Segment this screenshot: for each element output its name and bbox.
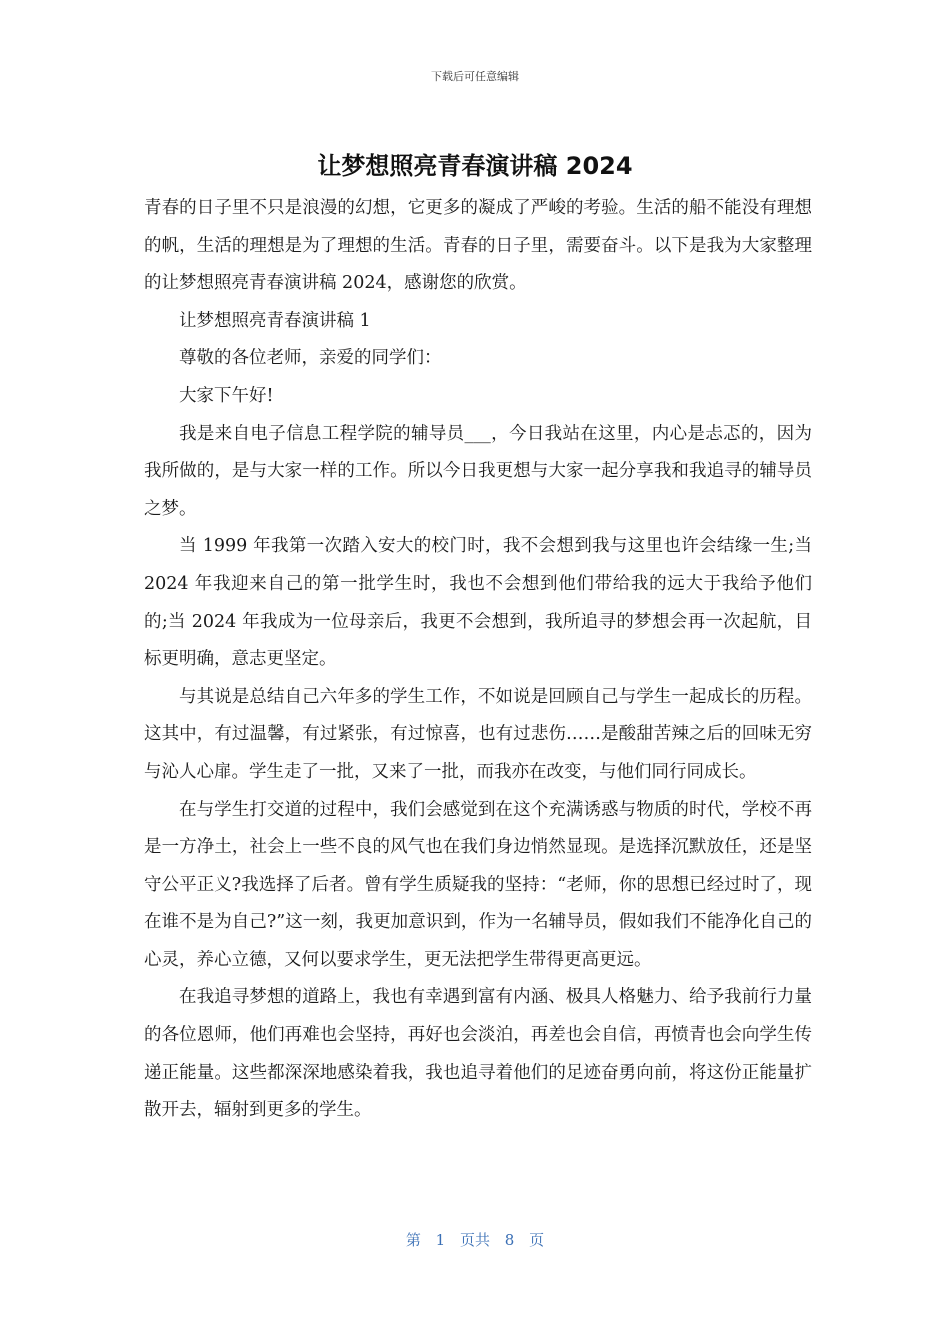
- paragraph: 我是来自电子信息工程学院的辅导员___，今日我站在这里，内心是忐忑的，因为我所做的，是与大家一样的工作。所以今日我更想与大家一起分享我和我追寻的辅导员之梦。: [144, 423, 812, 519]
- paragraph: 在与学生打交道的过程中，我们会感觉到在这个充满诱惑与物质的时代，学校不再是一方净土，社会上一些不良的风气也在我们身边悄然显现。是选择沉默放任，还是坚守公平正义?我选择了后者。曾有学生质疑我的坚持：“老师，你的思想已经过时了，现在谁不是为自己?”这一刻，我更加意识到，作为一名辅导员，假如我们不能净化自己的心灵，养心立德，又何以要求学生，更无法把学生带得更高更远。: [144, 799, 812, 970]
- paragraph-greeting: 大家下午好!: [179, 385, 274, 406]
- document-body: [144, 190, 812, 1130]
- page-header-note: 下载后可任意编辑: [431, 70, 519, 83]
- paragraph-intro: 青春的日子里不只是浪漫的幻想，它更多的凝成了严峻的考验。生活的船不能没有理想的帆，生活的理想是为了理想的生活。青春的日子里，需要奋斗。以下是我为大家整理的让梦想照亮青春演讲稿 2024，感谢您的欣赏。: [144, 198, 812, 294]
- document-title: 让梦想照亮青春演讲稿 2024: [317, 152, 633, 180]
- page-number-footer: 第 1 页共 8 页: [405, 1231, 545, 1249]
- paragraph: 当 1999 年我第一次踏入安大的校门时，我不会想到我与这里也许会结缘一生;当 2024 年我迎来自己的第一批学生时，我也不会想到他们带给我的远大于我给予他们的;当 2024 年我成为一位母亲后，我更不会想到，我所追寻的梦想会再一次起航，目标更明确，意志更坚定。: [144, 536, 812, 670]
- paragraph: 与其说是总结自己六年多的学生工作，不如说是回顾自己与学生一起成长的历程。这其中，有过温馨，有过紧张，有过惊喜，也有过悲伤……是酸甜苦辣之后的回味无穷与沁人心扉。学生走了一批，又来了一批，而我亦在改变，与他们同行同成长。: [144, 686, 812, 782]
- paragraph: 在我追寻梦想的道路上，我也有幸遇到富有内涵、极具人格魅力、给予我前行力量的各位恩师，他们再难也会坚持，再好也会淡泊，再差也会自信，再愤青也会向学生传递正能量。这些都深深地感染着我，我也追寻着他们的足迹奋勇向前，将这份正能量扩散开去，辐射到更多的学生。: [144, 987, 812, 1121]
- section-heading: 让梦想照亮青春演讲稿 1: [179, 310, 371, 331]
- paragraph-salutation: 尊敬的各位老师，亲爱的同学们：: [179, 348, 442, 369]
